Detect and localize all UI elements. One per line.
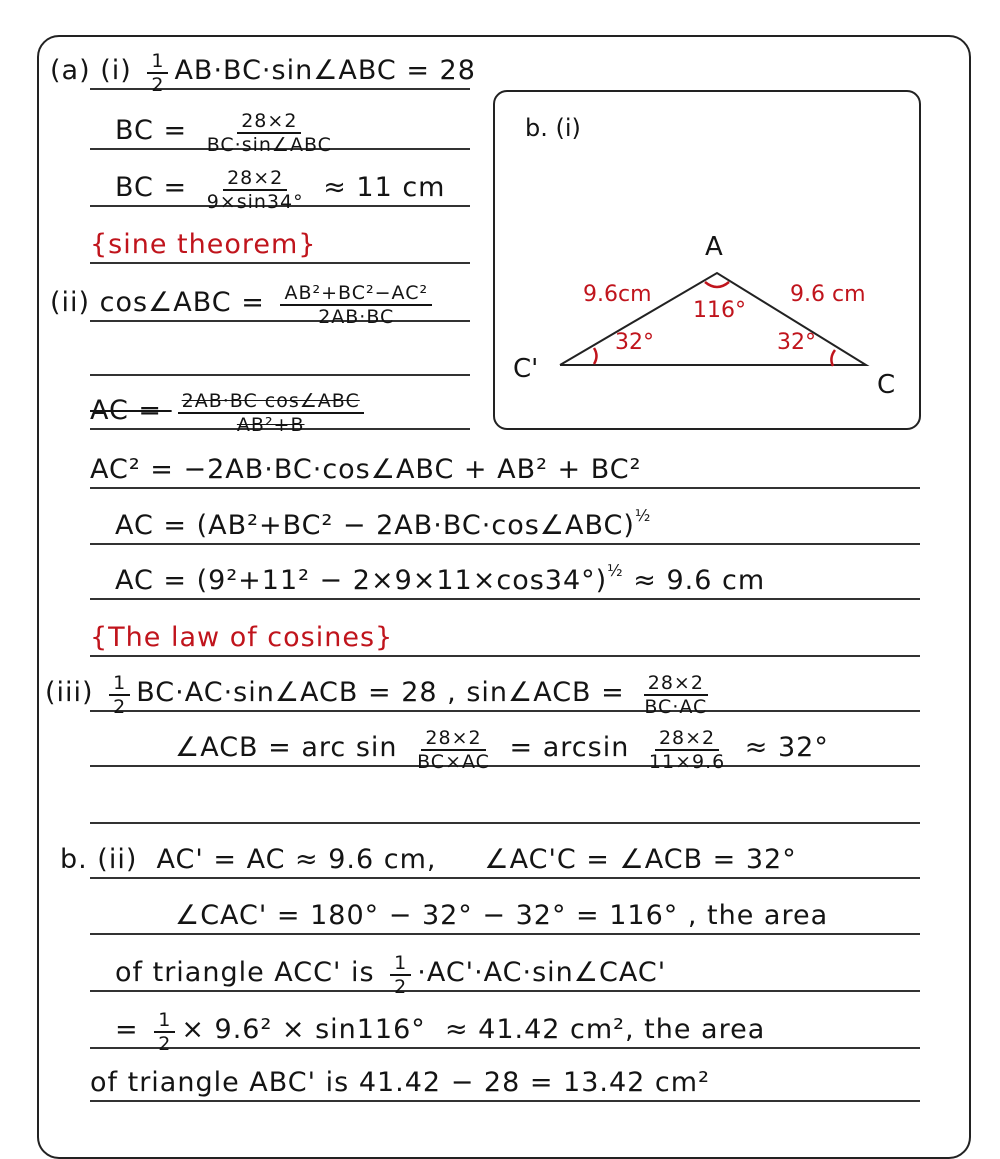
math-text: ≈ 11 cm — [313, 172, 446, 203]
math-text: ≈ 9.6 cm — [623, 565, 766, 596]
angle-arc-a — [705, 282, 729, 287]
denominator: 9×sin34° — [206, 191, 304, 213]
fraction — [203, 167, 308, 213]
ruled-line — [90, 822, 920, 824]
vertex-a-label: A — [705, 232, 723, 262]
diagram-title: b. (i) — [525, 114, 581, 142]
numerator: 1 — [109, 672, 130, 696]
solution-line — [175, 719, 829, 773]
numerator: 28×2 — [237, 110, 301, 134]
denominator: BC·AC — [644, 696, 708, 718]
fraction — [413, 727, 494, 773]
ruled-line — [90, 1100, 920, 1102]
solution-line — [115, 497, 651, 541]
math-text: × 9.6² × sin116° ≈ 41.42 cm², the area — [181, 1014, 766, 1045]
ruled-line — [90, 1047, 920, 1049]
math-text: = — [115, 1014, 149, 1045]
ruled-line — [90, 487, 920, 489]
solution-line — [45, 664, 717, 718]
denominator: 11×9.6 — [648, 751, 726, 773]
ruled-line — [90, 710, 920, 712]
fraction — [390, 952, 411, 998]
math-text: ·AC'·AC·sin∠CAC' — [417, 957, 667, 988]
math-text: BC = — [115, 115, 197, 146]
numerator: 1 — [154, 1009, 175, 1033]
numerator: AB²+BC²−AC² — [280, 282, 432, 306]
ruled-line — [90, 990, 920, 992]
solution-line — [115, 102, 342, 156]
denominator: AB²+B — [236, 414, 305, 436]
ruled-line — [90, 374, 470, 376]
angle-c-label: 32° — [777, 330, 816, 355]
solution-line — [115, 159, 446, 213]
numerator: 2AB·BC cos∠ABC — [178, 390, 364, 414]
ruled-line — [90, 543, 920, 545]
denominator: 2 — [151, 74, 165, 96]
side-right-label: 9.6 cm — [790, 282, 866, 307]
math-text: BC·AC·sin∠ACB = 28 , sin∠ACB = — [136, 677, 635, 708]
numerator: 28×2 — [655, 727, 719, 751]
math-text: (iii) — [45, 677, 104, 708]
math-text: AB·BC·sin∠ABC = 28 — [174, 55, 476, 86]
math-text: BC = — [115, 172, 197, 203]
solution-line — [60, 831, 797, 875]
math-text: = arcsin — [499, 732, 639, 763]
solution-line — [115, 552, 765, 596]
exponent: ½ — [634, 506, 652, 525]
fraction — [203, 110, 336, 156]
solution-line — [50, 274, 438, 328]
solution-line — [175, 887, 828, 931]
denominator: 2 — [394, 976, 408, 998]
ruled-line — [90, 655, 920, 657]
denominator: 2AB·BC — [318, 306, 395, 328]
math-text: AC² = −2AB·BC·cos∠ABC + AB² + BC² — [90, 454, 642, 485]
math-text: ∠ACB = arc sin — [175, 732, 408, 763]
denominator: 2 — [113, 696, 127, 718]
vertex-c-label: C — [877, 370, 896, 400]
ruled-line — [90, 262, 470, 264]
fraction — [645, 727, 729, 773]
numerator: 28×2 — [223, 167, 287, 191]
solution-line — [90, 441, 641, 485]
solution-line — [90, 382, 370, 436]
fraction — [640, 672, 711, 718]
math-text: AC = — [90, 395, 172, 426]
math-text: ≈ 32° — [735, 732, 829, 763]
exponent: ½ — [607, 561, 624, 580]
fraction — [147, 50, 168, 96]
solution-line — [90, 1054, 710, 1098]
math-text: of triangle ACC' is — [115, 957, 385, 988]
side-left-label: 9.6cm — [583, 282, 652, 307]
numerator: 1 — [390, 952, 411, 976]
math-text: of triangle ABC' is 41.42 − 28 = 13.42 cm² — [90, 1067, 710, 1098]
math-text: (ii) cos∠ABC = — [50, 287, 275, 318]
angle-arc-c — [831, 350, 835, 366]
denominator: BC·sin∠ABC — [206, 134, 332, 156]
ruled-line — [90, 598, 920, 600]
vertex-c-prime-label: C' — [513, 354, 539, 384]
math-text: b. (ii) AC' = AC ≈ 9.6 cm, ∠AC'C = ∠ACB = 32° — [60, 844, 797, 875]
annotation-text: {The law of cosines} — [90, 622, 394, 653]
solution-line — [90, 216, 316, 260]
fraction — [178, 390, 364, 436]
numerator: 28×2 — [644, 672, 708, 696]
angle-c-prime-label: 32° — [615, 330, 654, 355]
numerator: 28×2 — [421, 727, 485, 751]
numerator: 1 — [147, 50, 168, 74]
solution-line — [50, 42, 476, 96]
solution-line — [115, 944, 667, 998]
math-text: (a) (i) — [50, 55, 142, 86]
denominator: BC×AC — [417, 751, 490, 773]
math-text: AC = (9²+11² − 2×9×11×cos34°) — [115, 565, 608, 596]
denominator: 2 — [158, 1033, 172, 1055]
fraction — [109, 672, 130, 718]
ruled-line — [90, 933, 920, 935]
fraction — [280, 282, 432, 328]
math-text: ∠CAC' = 180° − 32° − 32° = 116° , the area — [175, 900, 829, 931]
solution-line — [90, 609, 393, 653]
math-text: AC = (AB²+BC² − 2AB·BC·cos∠ABC) — [115, 510, 635, 541]
annotation-text: {sine theorem} — [90, 229, 317, 260]
angle-a-label: 116° — [693, 298, 746, 323]
angle-arc-c-prime — [594, 348, 597, 364]
solution-line — [115, 1001, 766, 1055]
ruled-line — [90, 765, 920, 767]
ruled-line — [90, 877, 920, 879]
triangle-diagram — [493, 90, 921, 430]
fraction — [154, 1009, 175, 1055]
